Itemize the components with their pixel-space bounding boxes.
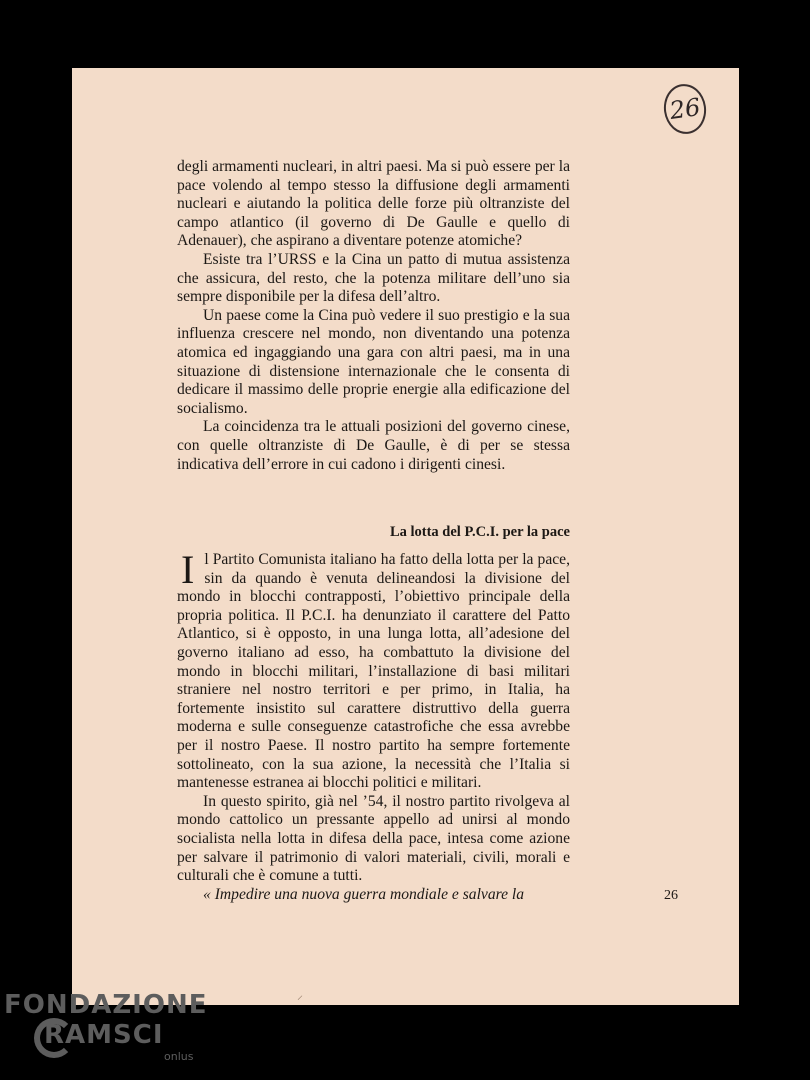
document-page xyxy=(72,68,739,1005)
paragraph xyxy=(177,547,570,793)
paragraph: degli armamenti nucleari, in altri paesi. Ma si può essere per la pace volendo al tempo stesso la diffusione degli armamenti nucleari e aiutando la politica delle forze più oltranziste del campo atlantico (il governo di De Gaulle e quello di Adenauer), che aspirano a diventare potenze atomiche? xyxy=(177,158,570,250)
logo-line-2: RAMSCI xyxy=(44,1020,164,1050)
logo-line-1: FONDAZIONE xyxy=(4,990,208,1020)
paragraph: La coincidenza tra le attuali posizioni del governo cinese, con quelle oltranziste di De Gaulle, è di per se stessa indicativa dell’errore in cui cadono i dirigenti cinesi. xyxy=(177,418,570,473)
body-text-top xyxy=(177,158,570,474)
drop-cap: I xyxy=(181,547,195,592)
paragraph: In questo spirito, già nel ’54, il nostro partito rivolgeva al mondo cattolico un pressante appello ad unirsi al mondo socialista nella lotta in difesa della pace, intesa come azione per salvare il patrimonio di valori materiali, civili, morali e culturali che è comune a tutti. xyxy=(177,792,570,885)
section-heading: La lotta del P.C.I. per la pace xyxy=(389,524,570,540)
quote-line: « Impedire una nuova guerra mondiale e salvare la xyxy=(203,885,525,903)
logo-line-3: onlus xyxy=(164,1050,194,1063)
paragraph: Esiste tra l’URSS e la Cina un patto di mutua assistenza che assicura, del resto, che la potenza militare dell’uno sia sempre disponibile per la difesa dell’altro. xyxy=(177,250,570,306)
paragraph: Un paese come la Cina può vedere il suo prestigio e la sua influenza crescere nel mondo, non diventando una potenza atomica ed ingaggiando una gara con altri paesi, ma in una situazione di distensione internazionale che le consenta di dedicare il massimo delle proprie energie alla edificazione del socialismo. xyxy=(177,306,570,417)
paragraph-text: l Partito Comunista italiano ha fatto della lotta per la pace, sin da quando è venuta delineandosi la divisione del mondo in blocchi contrapposti, l’obiettivo principale della propria politica. Il P.C.I. ha denunziato il carattere del Patto Atlantico, si è opposto, in una lunga lotta, all’adesione del governo italiano ad esso, ha combattuto la divisione del mondo in blocchi militari, l’installazione di basi militari straniere nel nostro territori e per primo, in Italia, ha fortemente insistito sul carattere distruttivo della guerra moderna e sulle conseguenze catastrofiche che essa avrebbe per il nostro Paese. Il nostro partito ha sempre fortemente sottolineato, con la sua azione, la necessità che l’Italia si mantenesse estranea ai blocchi politici e militari. xyxy=(177,551,570,792)
bleed-through-text xyxy=(669,148,739,908)
page-number: 26 xyxy=(664,888,678,903)
pencil-mark: ⸝ xyxy=(297,988,304,1002)
page-number-stamp: 26 xyxy=(661,81,710,136)
body-text-bottom xyxy=(177,547,570,904)
